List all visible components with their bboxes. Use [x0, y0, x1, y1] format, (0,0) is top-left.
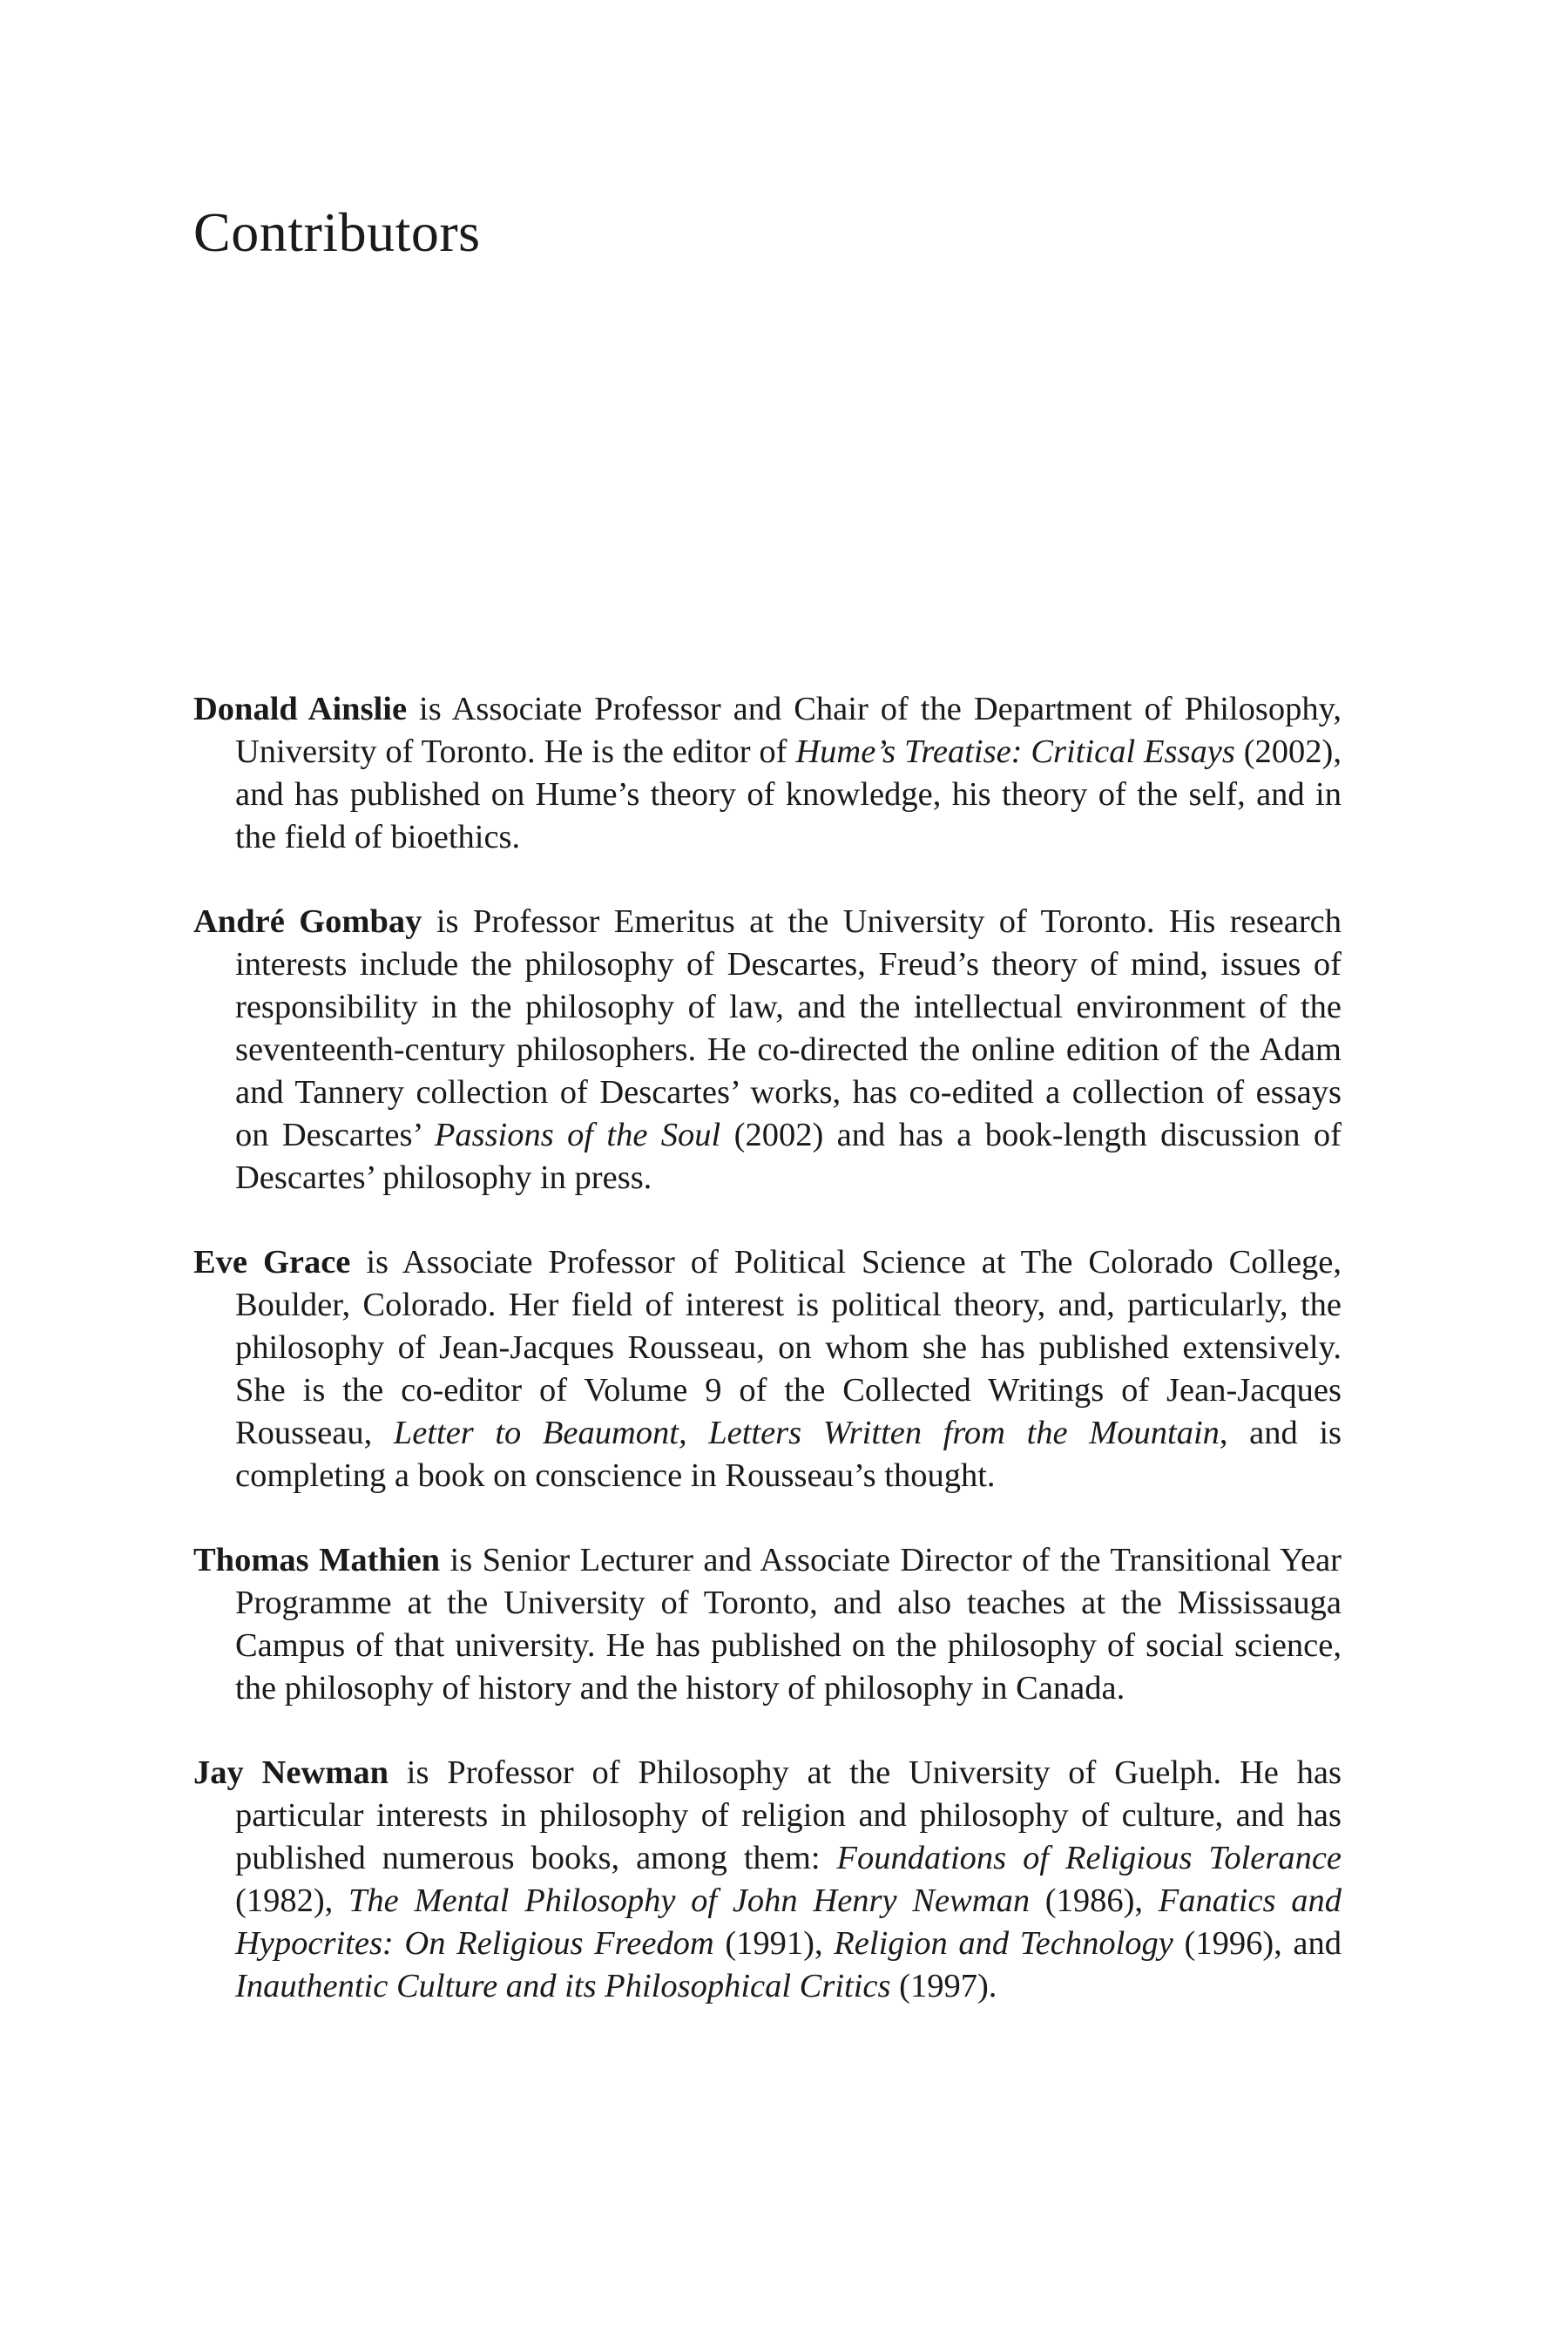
bio-text: , and is completing a book on conscience in Rousseau’s thought.: [235, 1415, 1342, 1494]
bio-text: is Professor Emeritus at the University of Toronto. His research interests include the philosophy of Descartes, Freud’s theory of mind, issues of responsibility in the philosophy of law, and the intellectual environment of the seventeenth-century philosophers. He co-directed the online edition of the Adam and Tannery collection of Descartes’ works, has co-edited a collection of essays on Descartes’: [235, 903, 1342, 1153]
work-title: Inauthentic Culture and its Philosophical Critics: [235, 1968, 891, 2004]
bio-text: (1996), and: [1173, 1925, 1342, 1962]
bio-text: (2002) and has a book-length discussion of Descartes’ philosophy in press.: [235, 1117, 1342, 1196]
work-title: Passions of the Soul: [434, 1117, 721, 1153]
bio-text: (1997).: [890, 1968, 997, 2004]
contributor-entry: [193, 1241, 1342, 1497]
page-title: Contributors: [193, 201, 481, 263]
contributors-list: [193, 688, 1342, 2050]
bio-text: (1986),: [1030, 1882, 1159, 1919]
bio-text: is Senior Lecturer and Associate Director of the Transitional Year Programme at the University of Toronto, and also teaches at the Mississauga Campus of that university. He has published on the philosophy of social science, the philosophy of history and the history of philosophy in Canada.: [235, 1542, 1342, 1707]
contributor-entry: [193, 688, 1342, 859]
work-title: Foundations of Religious Tolerance: [836, 1840, 1342, 1876]
bio-text: is Associate Professor and Chair of the Department of Philosophy, University of Toronto. He is the editor of: [235, 691, 1342, 770]
contributor-name: André Gombay: [193, 903, 422, 940]
work-title: Religion and Technology: [834, 1925, 1173, 1962]
bio-text: is Associate Professor of Political Science at The Colorado College, Boulder, Colorado. Her field of interest is political theory, and, particularly, the philosophy of Jean-Jacques Rousseau, on whom she has published extensively. She is the co-editor of Volume 9 of the Collected Writings of Jean-Jacques Rousseau,: [235, 1244, 1342, 1451]
bio-text: (2002), and has published on Hume’s theory of knowledge, his theory of the self, and in the field of bioethics.: [235, 733, 1342, 855]
contributor-entry: [193, 1752, 1342, 2008]
work-title: Letter to Beaumont, Letters Written from the Mountain: [393, 1415, 1220, 1451]
work-title: The Mental Philosophy of John Henry Newman: [348, 1882, 1031, 1919]
contributor-name: Thomas Mathien: [193, 1542, 441, 1578]
bio-text: is Professor of Philosophy at the University of Guelph. He has particular interests in philosophy of religion and philosophy of culture, and has published numerous books, among them:: [235, 1754, 1342, 1876]
work-title: Hume’s Treatise: Critical Essays: [795, 733, 1235, 770]
contributor-name: Donald Ainslie: [193, 691, 408, 727]
contributor-name: Eve Grace: [193, 1244, 351, 1281]
bio-text: (1991),: [713, 1925, 835, 1962]
contributor-name: Jay Newman: [193, 1754, 389, 1791]
bio-text: (1982),: [235, 1882, 348, 1919]
contributor-entry: [193, 1539, 1342, 1710]
contributor-entry: [193, 901, 1342, 1200]
work-title: Fanatics and Hypocrites: On Religious Freedom: [235, 1882, 1342, 1962]
